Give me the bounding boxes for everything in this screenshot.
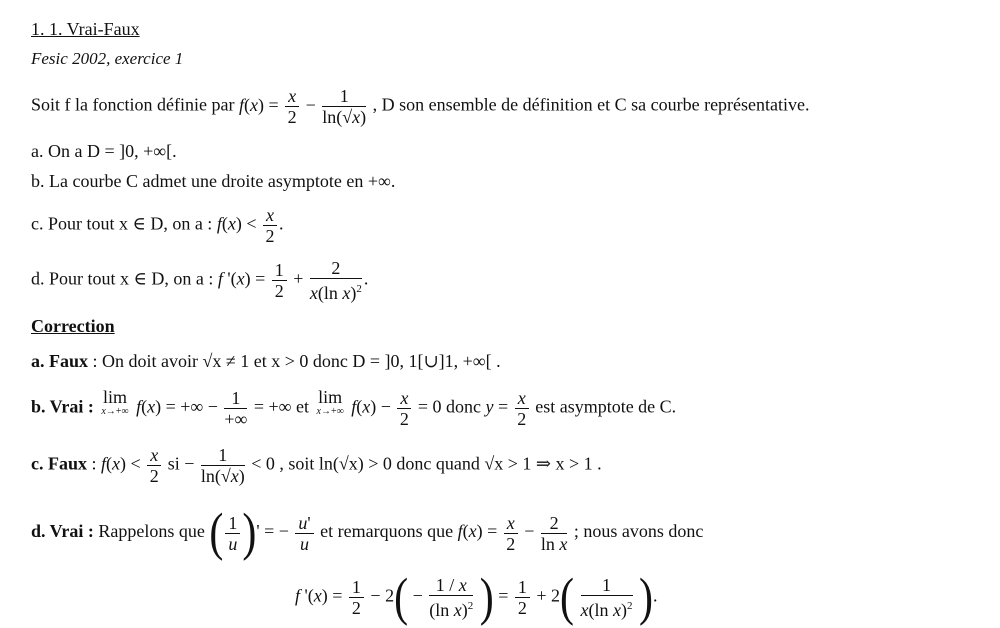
fraction: $\frac{1}{\ln(√x)}$ [200,445,245,486]
fraction: $\frac{1}{+\infty}$ [224,388,248,429]
fraction: $\frac{u'}{u}$ [295,513,313,554]
limit: lim x→+∞ [316,387,344,417]
correction-a-text: : On doit avoir √x ≠ 1 et x > 0 donc D = ]0, 1[∪]1, +∞[ . [92,351,501,371]
fraction: $\frac{x}{2}$ [285,86,299,127]
function-definition: f(x) = $\frac{x}{2}$ − $\frac{1}{\ln(√x)}$ [238,86,367,127]
correction-c-text: , soit ln(√x) > 0 donc quand √x > 1 ⇒ x > 1 . [279,453,602,474]
statement-d-prefix: d. Pour tout x ∈ D, on a : [31,268,214,289]
correction-heading: Correction [31,316,115,336]
correction-b-label: b. Vrai : [31,396,94,417]
statement-d: d. Pour tout x ∈ D, on a : f '(x) = $\frac{1}{2}$ + $\frac{2}{x(\ln x)^2}$ . [31,258,369,303]
correction-d-text3: ; nous avons donc [573,521,704,542]
correction-a [31,350,501,372]
statement-c: c. Pour tout x ∈ D, on a : f(x) < $\frac{x}{2}$ . [31,205,284,246]
statement-b: b. La courbe C admet une droite asymptote en +∞. [31,171,396,191]
correction-d: d. Vrai : Rappelons que ( $\frac{1}{u}$ )' = − $\frac{u'}{u}$ et remarquons que f(x) = $\frac{x}{2}$ − $\frac{2}{\text{ln x}}$ ; nous avons donc [31,504,704,562]
fraction: $\frac{2}{x(\ln x)^2}$ [309,258,362,303]
statement-c-prefix: c. Pour tout x ∈ D, on a : [31,213,213,234]
fraction: $\frac{x}{2}$ [515,388,529,429]
correction-b-mid: et [296,396,309,417]
fraction: $\frac{1}{x(\ln x)^2}$ [580,575,633,620]
correction-d-text2: et remarquons que [320,521,454,542]
fraction: $\frac{2}{\text{ln x}}$ [540,512,568,554]
derivative-result: f '(x) = $\frac{1}{2}$ − 2( − $\frac{1 / x}{(\ln x)^2}$ ) = $\frac{1}{2}$ + 2( $\frac{1}{x(\ln x)^2}$ ). [295,568,658,627]
intro-prefix: Soit f la fonction définie par [31,94,235,115]
correction-a-label: a. Faux [31,351,89,371]
fraction: $\frac{1}{2}$ [272,260,287,301]
fraction: $\frac{1}{u}$ [225,513,240,554]
page-title: 1. 1. Vrai-Faux [31,19,140,39]
fraction: $\frac{x}{2}$ [147,445,161,486]
correction-d-label: d. Vrai : [31,521,94,542]
fraction: $\frac{1}{2}$ [349,577,364,618]
correction-d-text1: Rappelons que [98,521,205,542]
intro-suffix: , D son ensemble de définition et C sa courbe représentative. [372,94,810,115]
fraction: $\frac{x}{2}$ [397,388,411,429]
correction-c: c. Faux : f(x) < $\frac{x}{2}$ si − $\frac{1}{\ln(√x)}$ < 0 , soit ln(√x) > 0 donc quand √x > 1 ⇒ x > 1 . [31,445,602,486]
fraction: $\frac{x}{2}$ [504,513,518,554]
correction-c-label: c. Faux [31,453,87,474]
correction-b-end: est asymptote de C. [535,396,677,417]
exercise-source: Fesic 2002, exercice 1 [31,49,184,68]
statement-a: a. On a D = ]0, +∞[. [31,141,177,161]
limit: lim x→+∞ [101,387,129,417]
fraction: $\frac{1 / x}{(\ln x)^2}$ [429,575,474,620]
correction-b: b. Vrai : lim x→+∞ f(x) = +∞ − $\frac{1}{+\infty}$ = +∞ et lim x→+∞ f(x) − $\frac{x}{2}$ = 0 donc y = $\frac{x}{2}$ est asymptote de C. [31,387,677,429]
fraction: $\frac{1}{\ln(√x)}$ [322,86,367,127]
fraction: $\frac{1}{2}$ [515,577,530,618]
intro-line [31,86,810,127]
fraction: $\frac{x}{2}$ [263,205,277,246]
